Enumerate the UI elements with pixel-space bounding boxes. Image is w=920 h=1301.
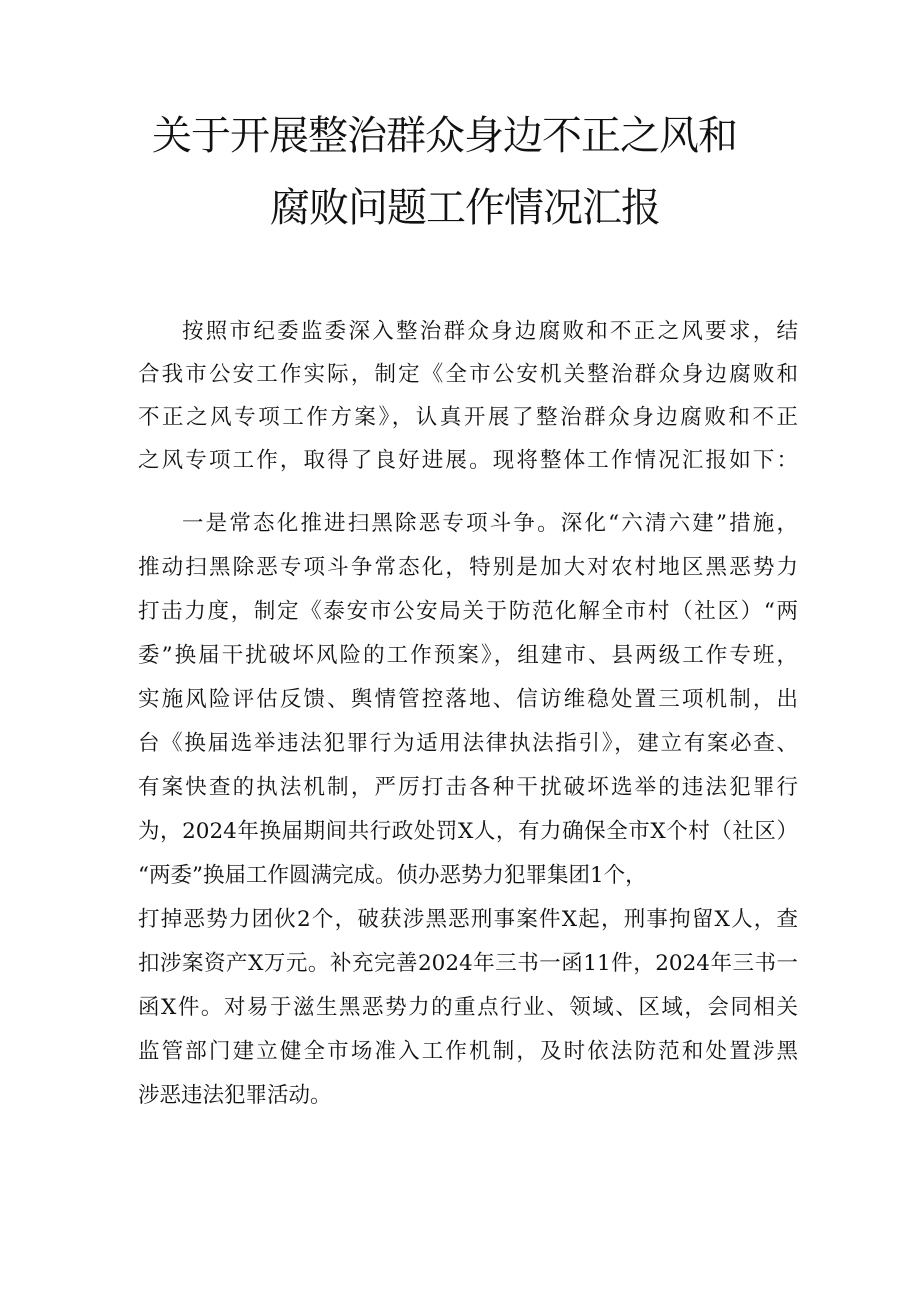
paragraph-line: 涉恶违法犯罪活动。: [138, 1083, 332, 1108]
paragraph-line: 实施风险评估反馈、舆情管控落地、信访维稳处置三项机制，出: [138, 687, 798, 712]
paragraph-line: 打掉恶势力团伙2个，破获涉黑恶刑事案件X起，刑事拘留X人，查: [138, 907, 798, 932]
paragraph-line: 合我市公安工作实际，制定《全市公安机关整治群众身边腐败和: [138, 362, 798, 387]
paragraph-line: 扣涉案资产X万元。补充完善2024年三书一函11件，2024年三书一: [138, 951, 798, 976]
paragraph-line: 打击力度，制定《泰安市公安局关于防范化解全市村（社区）“两: [138, 599, 798, 624]
document-title-line-2: 腐败问题工作情况汇报: [270, 185, 660, 231]
paragraph-line: 函X件。对易于滋生黑恶势力的重点行业、领域、区域，会同相关: [138, 995, 798, 1020]
paragraph-line: 为，2024年换届期间共行政处罚X人，有力确保全市X个村（社区）: [138, 819, 798, 844]
paragraph-line: 一是常态化推进扫黑除恶专项斗争。深化“六清六建”措施，: [182, 511, 798, 536]
document-title-line-1: 关于开展整治群众身边不正之风和: [152, 113, 737, 159]
paragraph-line: 按照市纪委监委深入整治群众身边腐败和不正之风要求，结: [182, 319, 798, 344]
paragraph-line: 不正之风专项工作方案》，认真开展了整治群众身边腐败和不正: [138, 405, 798, 430]
paragraph-line: 台《换届选举违法犯罪行为适用法律执法指引》，建立有案必查、: [138, 731, 798, 756]
paragraph-line: 有案快查的执法机制，严厉打击各种干扰破坏选举的违法犯罪行: [138, 775, 798, 800]
paragraph-line: 推动扫黑除恶专项斗争常态化，特别是加大对农村地区黑恶势力: [138, 555, 798, 580]
paragraph-line: 委”换届干扰破坏风险的工作预案》，组建市、县两级工作专班，: [138, 643, 798, 668]
paragraph-line: “两委”换届工作圆满完成。侦办恶势力犯罪集团1个，: [138, 863, 647, 888]
paragraph-line: 之风专项工作，取得了良好进展。现将整体工作情况汇报如下：: [138, 448, 798, 473]
paragraph-line: 监管部门建立健全市场准入工作机制，及时依法防范和处置涉黑: [138, 1039, 798, 1064]
